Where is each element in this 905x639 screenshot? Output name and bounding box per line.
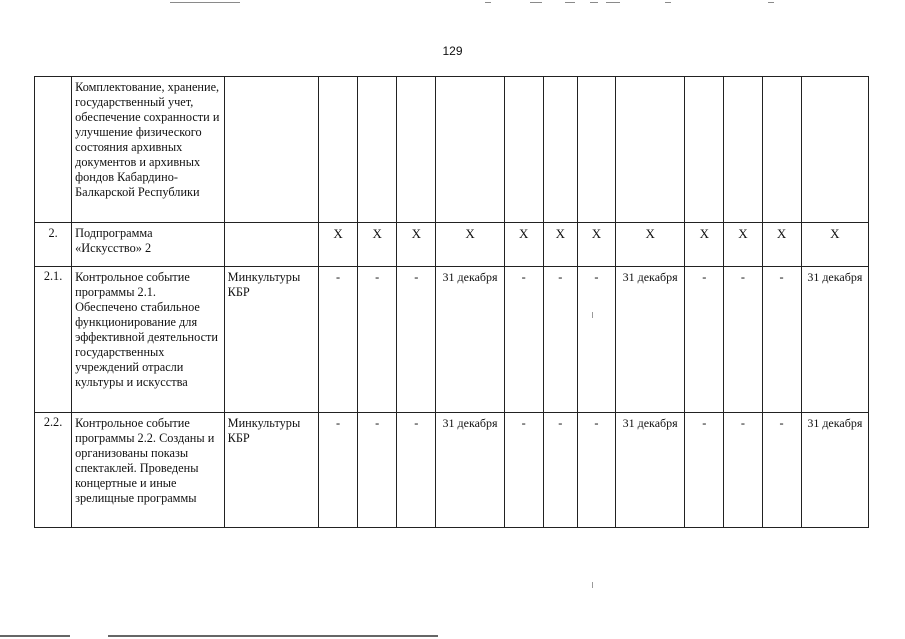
period-cell [504,77,543,223]
period-cell: - [358,267,397,413]
period-cell: - [397,413,436,528]
period-cell: 31 декабря [436,413,504,528]
period-cell: 31 декабря [801,413,868,528]
period-cell: 31 декабря [436,267,504,413]
scan-artifact-top [0,0,905,8]
period-cell: Х [358,223,397,267]
period-cell: Х [801,223,868,267]
period-cell: - [319,413,358,528]
table-row [35,223,869,267]
period-cell [724,77,762,223]
period-cell: - [504,413,543,528]
table-row [35,267,869,413]
period-cell [577,77,615,223]
period-cell: - [319,267,358,413]
period-cell [685,77,724,223]
period-cell [543,77,577,223]
row-number [35,77,72,223]
period-cell: - [397,267,436,413]
period-cell [436,77,504,223]
period-cell [358,77,397,223]
scan-speck [592,582,593,588]
table-row [35,77,869,223]
period-cell: - [543,413,577,528]
period-cell: Х [577,223,615,267]
period-cell: - [577,413,615,528]
period-cell: - [685,267,724,413]
period-cell: Х [543,223,577,267]
period-cell: - [685,413,724,528]
period-cell: Х [724,223,762,267]
schedule-table [34,76,869,528]
period-cell: - [724,267,762,413]
period-cell: - [724,413,762,528]
scan-artifact-bottom [0,631,905,639]
period-cell [319,77,358,223]
executor: Минкультуры КБР [224,267,318,413]
period-cell: 31 декабря [616,267,685,413]
event-name: Контрольное событие программы 2.2. Созданы и организованы показы спектаклей. Проведены концертные и иные зрелищные программы [72,413,225,528]
period-cell [616,77,685,223]
event-name: Контрольное событие программы 2.1. Обеспечено стабильное функционирование для эффективной деятельности государственных учреждений отрасли культуры и искусства [72,267,225,413]
period-cell: Х [319,223,358,267]
page-number: 129 [442,44,463,58]
period-cell: Х [616,223,685,267]
event-name: Подпрограмма «Искусство» 2 [72,223,225,267]
period-cell: - [504,267,543,413]
row-number: 2. [35,223,72,267]
period-cell: 31 декабря [616,413,685,528]
period-cell: - [577,267,615,413]
period-cell: Х [504,223,543,267]
row-number: 2.1. [35,267,72,413]
row-number: 2.2. [35,413,72,528]
period-cell [397,77,436,223]
period-cell: Х [685,223,724,267]
period-cell: Х [397,223,436,267]
executor: Минкультуры КБР [224,413,318,528]
period-cell: - [358,413,397,528]
period-cell: - [762,413,801,528]
scan-speck [592,312,593,318]
event-name: Комплектование, хранение, государственный учет, обеспечение сохранности и улучшение физического состояния архивных документов и архивных фондов Кабардино-Балкарской Республики [72,77,225,223]
period-cell: Х [436,223,504,267]
period-cell [801,77,868,223]
period-cell: 31 декабря [801,267,868,413]
executor [224,223,318,267]
period-cell: Х [762,223,801,267]
period-cell: - [543,267,577,413]
executor [224,77,318,223]
period-cell [762,77,801,223]
period-cell: - [762,267,801,413]
table-row [35,413,869,528]
